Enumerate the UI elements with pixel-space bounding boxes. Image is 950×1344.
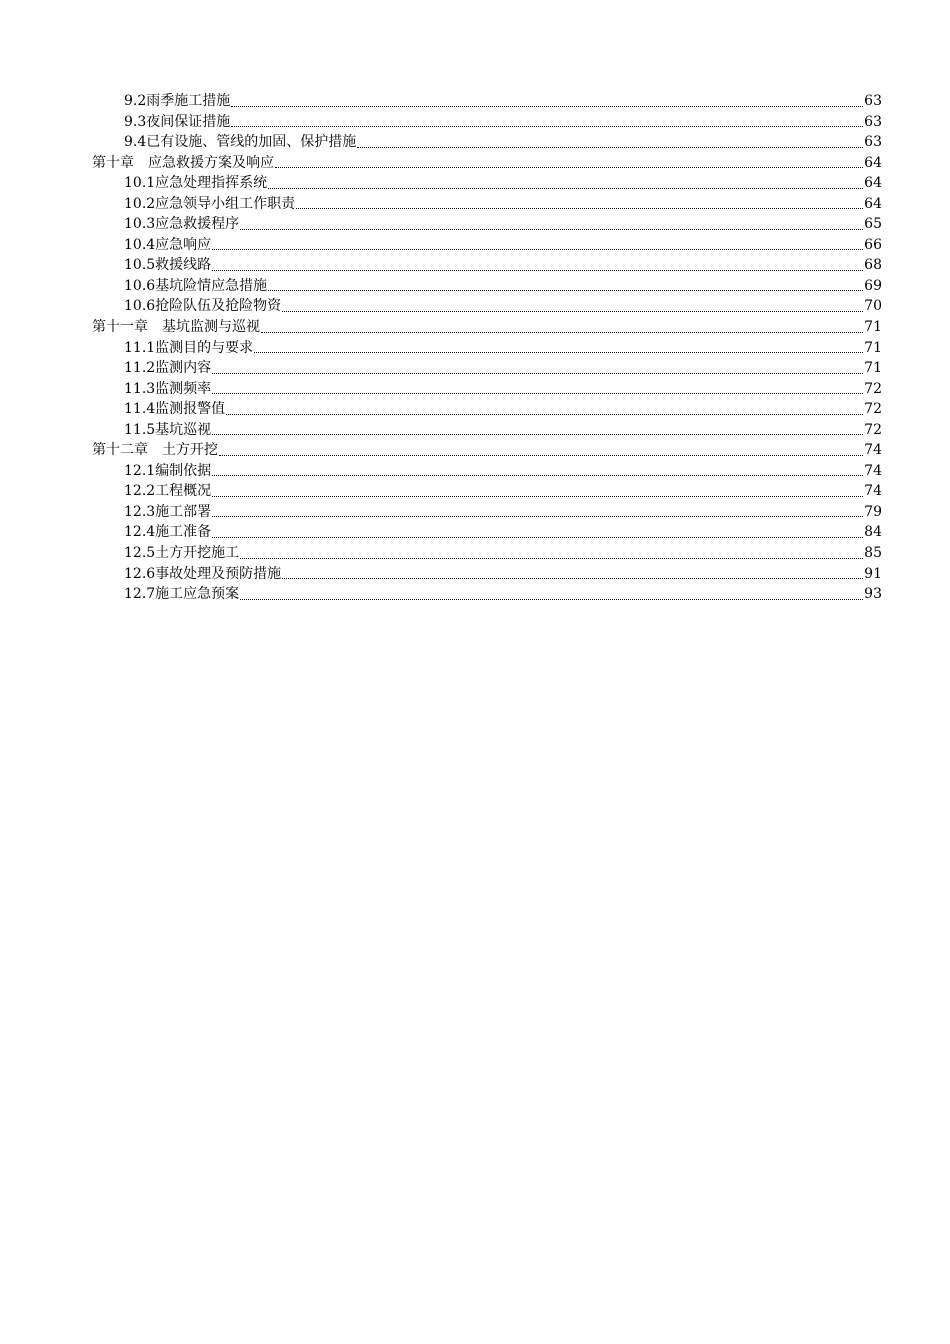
toc-entry-title: 11.2监测内容 xyxy=(124,360,212,377)
toc-dot-leader xyxy=(212,515,863,517)
toc-entry-title: 9.2雨季施工措施 xyxy=(124,93,231,109)
toc-dot-leader xyxy=(212,248,863,250)
toc-entry-title: 12.1编制依据 xyxy=(124,462,212,479)
toc-section-entry[interactable] xyxy=(92,358,882,379)
toc-section-entry[interactable] xyxy=(92,522,882,543)
toc-dot-leader xyxy=(240,598,863,600)
toc-dot-leader xyxy=(282,577,863,579)
toc-entry-page-number: 63 xyxy=(864,113,882,130)
toc-section-entry[interactable] xyxy=(92,255,882,276)
toc-dot-leader xyxy=(254,351,863,353)
toc-entry-page-number: 65 xyxy=(864,216,882,233)
toc-section-entry[interactable] xyxy=(92,584,882,605)
toc-section-entry[interactable] xyxy=(92,194,882,215)
toc-entry-title: 12.7施工应急预案 xyxy=(124,586,240,603)
toc-dot-leader xyxy=(240,228,863,230)
toc-dot-leader xyxy=(275,166,863,168)
toc-dot-leader xyxy=(212,474,863,476)
toc-entry-title: 12.3施工部署 xyxy=(124,503,212,520)
toc-entry-title: 12.6事故处理及预防措施 xyxy=(124,565,282,582)
toc-entry-page-number: 93 xyxy=(864,586,882,603)
toc-dot-leader xyxy=(212,536,863,538)
toc-entry-page-number: 70 xyxy=(864,298,882,315)
toc-entry-page-number: 69 xyxy=(864,277,882,294)
toc-chapter-entry[interactable] xyxy=(92,153,882,174)
toc-entry-page-number: 74 xyxy=(864,462,882,479)
toc-entry-page-number: 72 xyxy=(864,401,882,418)
toc-entry-page-number: 74 xyxy=(864,483,882,500)
toc-section-entry[interactable] xyxy=(92,481,882,502)
table-of-contents xyxy=(92,91,882,605)
toc-section-entry[interactable] xyxy=(92,276,882,297)
toc-entry-page-number: 66 xyxy=(864,236,882,253)
toc-dot-leader xyxy=(226,413,863,415)
toc-section-entry[interactable] xyxy=(92,543,882,564)
toc-entry-title: 12.5土方开挖施工 xyxy=(124,545,240,562)
toc-entry-page-number: 71 xyxy=(864,339,882,356)
toc-entry-title: 10.2应急领导小组工作职责 xyxy=(124,195,296,212)
toc-entry-page-number: 72 xyxy=(864,380,882,397)
toc-section-entry[interactable] xyxy=(92,214,882,235)
toc-entry-title: 12.2工程概况 xyxy=(124,483,212,500)
toc-dot-leader xyxy=(212,372,863,374)
toc-entry-page-number: 68 xyxy=(864,257,882,274)
toc-entry-page-number: 72 xyxy=(864,421,882,438)
toc-dot-leader xyxy=(212,495,863,497)
toc-entry-page-number: 63 xyxy=(864,93,882,109)
toc-section-entry[interactable] xyxy=(92,399,882,420)
toc-dot-leader xyxy=(212,433,863,435)
toc-dot-leader xyxy=(261,331,863,333)
toc-dot-leader xyxy=(296,207,863,209)
toc-entry-title: 10.6抢险队伍及抢险物资 xyxy=(124,298,282,315)
toc-entry-title: 10.1应急处理指挥系统 xyxy=(124,175,268,192)
toc-dot-leader xyxy=(231,125,863,127)
toc-dot-leader xyxy=(212,269,863,271)
toc-entry-page-number: 84 xyxy=(864,524,882,541)
toc-section-entry[interactable] xyxy=(92,502,882,523)
toc-entry-page-number: 63 xyxy=(864,134,882,151)
toc-entry-title: 第十章 应急救援方案及响应 xyxy=(92,154,274,171)
toc-section-entry[interactable] xyxy=(92,461,882,482)
toc-entry-page-number: 64 xyxy=(864,175,882,192)
toc-section-entry[interactable] xyxy=(92,132,882,153)
toc-entry-page-number: 64 xyxy=(864,195,882,212)
toc-entry-title: 第十一章 基坑监测与巡视 xyxy=(92,319,260,336)
toc-entry-title: 11.1监测目的与要求 xyxy=(124,339,254,356)
toc-section-entry[interactable] xyxy=(92,338,882,359)
toc-entry-title: 9.4已有设施、管线的加固、保护措施 xyxy=(124,134,357,151)
toc-entry-title: 9.3夜间保证措施 xyxy=(124,113,231,130)
toc-entry-title: 10.6基坑险情应急措施 xyxy=(124,277,268,294)
toc-entry-page-number: 91 xyxy=(864,565,882,582)
toc-dot-leader xyxy=(219,454,863,456)
toc-dot-leader xyxy=(268,289,863,291)
toc-section-entry[interactable] xyxy=(92,173,882,194)
toc-entry-page-number: 71 xyxy=(864,360,882,377)
toc-entry-title: 10.3应急救援程序 xyxy=(124,216,240,233)
toc-dot-leader xyxy=(240,557,863,559)
toc-chapter-entry[interactable] xyxy=(92,317,882,338)
toc-section-entry[interactable] xyxy=(92,112,882,133)
toc-section-entry[interactable] xyxy=(92,235,882,256)
toc-chapter-entry[interactable] xyxy=(92,440,882,461)
toc-dot-leader xyxy=(212,392,863,394)
toc-section-entry[interactable] xyxy=(92,420,882,441)
toc-section-entry[interactable] xyxy=(92,564,882,585)
toc-dot-leader xyxy=(268,187,863,189)
toc-dot-leader xyxy=(282,310,863,312)
toc-entry-page-number: 85 xyxy=(864,545,882,562)
toc-entry-title: 10.4应急响应 xyxy=(124,236,212,253)
toc-entry-title: 第十二章 土方开挖 xyxy=(92,442,218,459)
toc-entry-title: 12.4施工准备 xyxy=(124,524,212,541)
toc-entry-title: 11.4监测报警值 xyxy=(124,401,226,418)
toc-section-entry[interactable] xyxy=(92,296,882,317)
toc-section-entry[interactable] xyxy=(92,91,882,112)
toc-entry-title: 11.5基坑巡视 xyxy=(124,421,212,438)
toc-entry-page-number: 64 xyxy=(864,154,882,171)
toc-entry-title: 10.5救援线路 xyxy=(124,257,212,274)
toc-entry-page-number: 71 xyxy=(864,319,882,336)
toc-entry-page-number: 79 xyxy=(864,503,882,520)
toc-entry-page-number: 74 xyxy=(864,442,882,459)
toc-section-entry[interactable] xyxy=(92,379,882,400)
toc-dot-leader xyxy=(231,105,863,107)
toc-entry-title: 11.3监测频率 xyxy=(124,380,212,397)
toc-dot-leader xyxy=(357,146,863,148)
